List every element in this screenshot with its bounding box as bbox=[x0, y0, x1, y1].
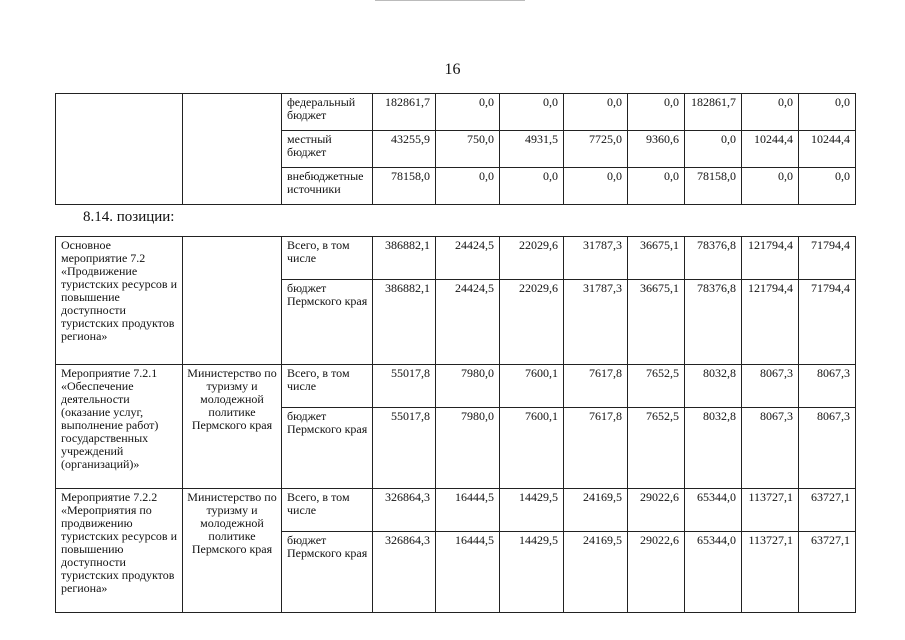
value-cell: 78376,8 bbox=[685, 280, 742, 365]
value-cell: 78376,8 bbox=[685, 237, 742, 280]
value-cell: 386882,1 bbox=[373, 280, 436, 365]
value-cell: 31787,3 bbox=[564, 280, 628, 365]
value-cell: 8032,8 bbox=[685, 408, 742, 489]
value-cell: 16444,5 bbox=[436, 489, 500, 532]
value-cell: 65344,0 bbox=[685, 532, 742, 613]
page-number: 16 bbox=[444, 61, 461, 78]
value-cell: 63727,1 bbox=[799, 489, 856, 532]
funding-source-cell: местный бюджет bbox=[282, 131, 373, 168]
table-row bbox=[56, 489, 856, 532]
value-cell: 4931,5 bbox=[500, 131, 564, 168]
value-cell: 63727,1 bbox=[799, 532, 856, 613]
value-cell: 0,0 bbox=[500, 168, 564, 205]
budget-table-continued bbox=[55, 93, 856, 205]
value-cell: 7617,8 bbox=[564, 408, 628, 489]
value-cell: 0,0 bbox=[799, 168, 856, 205]
section-label: 8.14. позиции: bbox=[83, 209, 175, 225]
executor-cell: Министерство по туризму и молодежной политике Пермского края bbox=[183, 489, 282, 613]
value-cell: 55017,8 bbox=[373, 408, 436, 489]
value-cell: 22029,6 bbox=[500, 237, 564, 280]
value-cell: 0,0 bbox=[436, 168, 500, 205]
table-row bbox=[56, 94, 856, 131]
value-cell: 326864,3 bbox=[373, 532, 436, 613]
value-cell: 71794,4 bbox=[799, 280, 856, 365]
value-cell: 14429,5 bbox=[500, 532, 564, 613]
funding-source-cell: федеральный бюджет bbox=[282, 94, 373, 131]
funding-source-cell: Всего, в том числе bbox=[282, 365, 373, 408]
value-cell: 16444,5 bbox=[436, 532, 500, 613]
value-cell: 113727,1 bbox=[742, 532, 799, 613]
executor-cell bbox=[183, 94, 282, 205]
value-cell: 65344,0 bbox=[685, 489, 742, 532]
table-row bbox=[56, 365, 856, 408]
activity-name-cell: Основное мероприятие 7.2 «Продвижение туристских ресурсов и повышение доступности туристских продуктов региона» bbox=[56, 237, 183, 365]
executor-cell bbox=[183, 237, 282, 365]
value-cell: 71794,4 bbox=[799, 237, 856, 280]
value-cell: 43255,9 bbox=[373, 131, 436, 168]
value-cell: 0,0 bbox=[799, 94, 856, 131]
value-cell: 8067,3 bbox=[799, 365, 856, 408]
value-cell: 24169,5 bbox=[564, 532, 628, 613]
value-cell: 10244,4 bbox=[799, 131, 856, 168]
value-cell: 0,0 bbox=[628, 94, 685, 131]
value-cell: 7652,5 bbox=[628, 408, 685, 489]
funding-source-cell: бюджет Пермского края bbox=[282, 408, 373, 489]
value-cell: 7600,1 bbox=[500, 365, 564, 408]
value-cell: 386882,1 bbox=[373, 237, 436, 280]
funding-source-cell: Всего, в том числе bbox=[282, 489, 373, 532]
executor-cell: Министерство по туризму и молодежной политике Пермского края bbox=[183, 365, 282, 489]
activity-name-cell: Мероприятие 7.2.1 «Обеспечение деятельности (оказание услуг, выполнение работ) государственных учреждений (организаций)» bbox=[56, 365, 183, 489]
value-cell: 7980,0 bbox=[436, 408, 500, 489]
funding-source-cell: Всего, в том числе bbox=[282, 237, 373, 280]
value-cell: 29022,6 bbox=[628, 489, 685, 532]
value-cell: 182861,7 bbox=[685, 94, 742, 131]
value-cell: 29022,6 bbox=[628, 532, 685, 613]
table-row bbox=[56, 237, 856, 280]
value-cell: 0,0 bbox=[564, 168, 628, 205]
value-cell: 0,0 bbox=[628, 168, 685, 205]
value-cell: 0,0 bbox=[564, 94, 628, 131]
value-cell: 121794,4 bbox=[742, 280, 799, 365]
value-cell: 14429,5 bbox=[500, 489, 564, 532]
value-cell: 0,0 bbox=[742, 168, 799, 205]
value-cell: 7600,1 bbox=[500, 408, 564, 489]
value-cell: 8067,3 bbox=[742, 365, 799, 408]
value-cell: 7980,0 bbox=[436, 365, 500, 408]
value-cell: 8067,3 bbox=[742, 408, 799, 489]
value-cell: 8032,8 bbox=[685, 365, 742, 408]
value-cell: 182861,7 bbox=[373, 94, 436, 131]
value-cell: 326864,3 bbox=[373, 489, 436, 532]
value-cell: 0,0 bbox=[500, 94, 564, 131]
value-cell: 78158,0 bbox=[685, 168, 742, 205]
activity-name-cell: Мероприятие 7.2.2 «Мероприятия по продвижению туристских ресурсов и повышению доступности туристских продуктов региона» bbox=[56, 489, 183, 613]
top-edge-line bbox=[375, 0, 525, 1]
value-cell: 750,0 bbox=[436, 131, 500, 168]
value-cell: 0,0 bbox=[436, 94, 500, 131]
value-cell: 24169,5 bbox=[564, 489, 628, 532]
value-cell: 24424,5 bbox=[436, 280, 500, 365]
budget-table-positions bbox=[55, 236, 856, 613]
value-cell: 78158,0 bbox=[373, 168, 436, 205]
value-cell: 7652,5 bbox=[628, 365, 685, 408]
value-cell: 113727,1 bbox=[742, 489, 799, 532]
value-cell: 0,0 bbox=[685, 131, 742, 168]
value-cell: 22029,6 bbox=[500, 280, 564, 365]
funding-source-cell: внебюджетные источники bbox=[282, 168, 373, 205]
value-cell: 7725,0 bbox=[564, 131, 628, 168]
value-cell: 121794,4 bbox=[742, 237, 799, 280]
value-cell: 31787,3 bbox=[564, 237, 628, 280]
value-cell: 7617,8 bbox=[564, 365, 628, 408]
value-cell: 0,0 bbox=[742, 94, 799, 131]
value-cell: 55017,8 bbox=[373, 365, 436, 408]
value-cell: 24424,5 bbox=[436, 237, 500, 280]
value-cell: 10244,4 bbox=[742, 131, 799, 168]
activity-cell bbox=[56, 94, 183, 205]
funding-source-cell: бюджет Пермского края bbox=[282, 532, 373, 613]
funding-source-cell: бюджет Пермского края bbox=[282, 280, 373, 365]
value-cell: 36675,1 bbox=[628, 237, 685, 280]
value-cell: 8067,3 bbox=[799, 408, 856, 489]
value-cell: 36675,1 bbox=[628, 280, 685, 365]
value-cell: 9360,6 bbox=[628, 131, 685, 168]
